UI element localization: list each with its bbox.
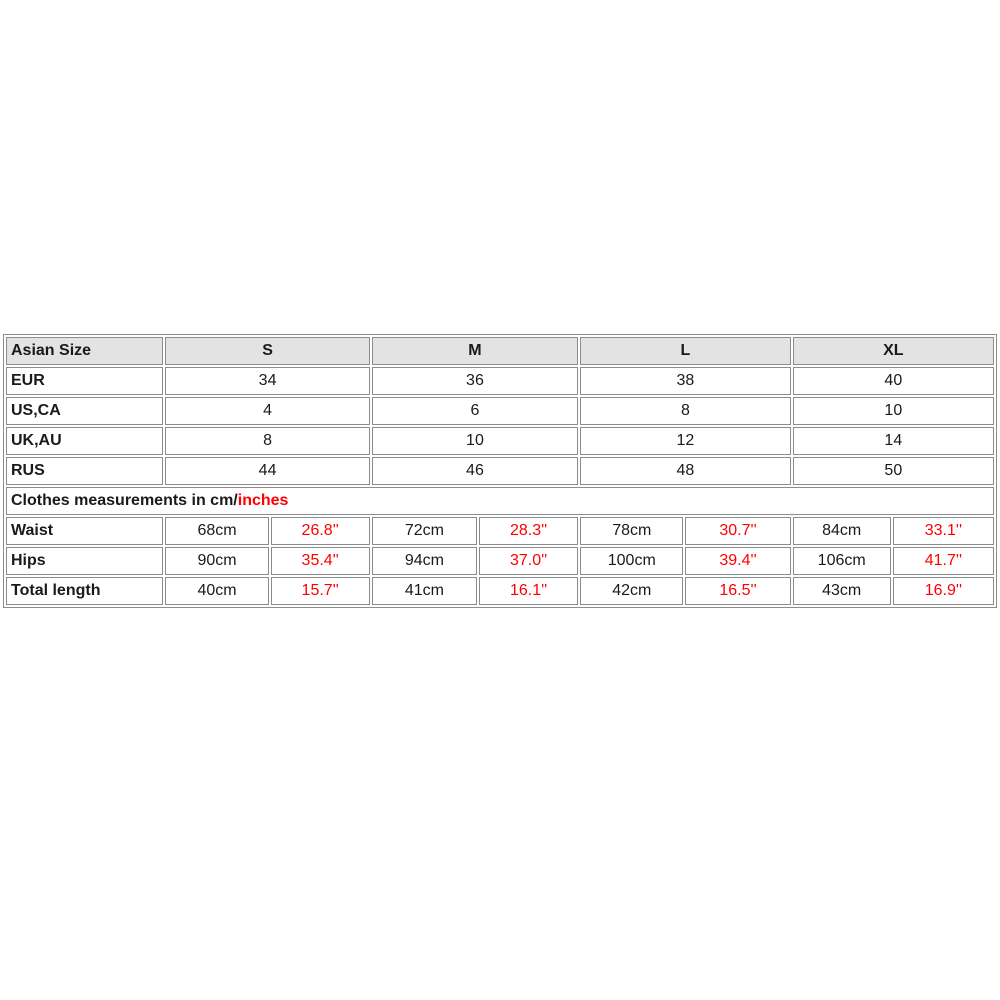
table-cell: 40 — [793, 367, 994, 395]
cm-cell: 90cm — [165, 547, 268, 575]
size-header-m: M — [372, 337, 578, 365]
table-cell: 50 — [793, 457, 994, 485]
inch-cell: 16.9'' — [893, 577, 994, 605]
conversion-row-us-ca — [6, 397, 994, 425]
inch-cell: 33.1'' — [893, 517, 994, 545]
table-cell: 44 — [165, 457, 369, 485]
measurement-row-waist — [6, 517, 994, 545]
conversion-row-uk-au — [6, 427, 994, 455]
row-label: Waist — [6, 517, 163, 545]
table-cell: 38 — [580, 367, 790, 395]
inch-cell: 37.0'' — [479, 547, 578, 575]
table-cell: 34 — [165, 367, 369, 395]
inch-cell: 15.7'' — [271, 577, 370, 605]
cm-cell: 72cm — [372, 517, 477, 545]
table-cell: 8 — [165, 427, 369, 455]
table-cell: 46 — [372, 457, 578, 485]
row-label: Total length — [6, 577, 163, 605]
inch-cell: 41.7'' — [893, 547, 994, 575]
row-label: RUS — [6, 457, 163, 485]
asian-size-label: Asian Size — [6, 337, 163, 365]
cm-cell: 41cm — [372, 577, 477, 605]
inch-cell: 16.5'' — [685, 577, 790, 605]
table-cell: 10 — [372, 427, 578, 455]
row-label: EUR — [6, 367, 163, 395]
cm-cell: 78cm — [580, 517, 683, 545]
table-cell: 48 — [580, 457, 790, 485]
table-cell: 36 — [372, 367, 578, 395]
inch-cell: 35.4'' — [271, 547, 370, 575]
table-cell: 6 — [372, 397, 578, 425]
measurements-section-heading — [6, 487, 994, 515]
table-cell: 12 — [580, 427, 790, 455]
cm-cell: 100cm — [580, 547, 683, 575]
inch-cell: 16.1'' — [479, 577, 578, 605]
inch-cell: 28.3'' — [479, 517, 578, 545]
measurement-row-hips — [6, 547, 994, 575]
inch-cell: 30.7'' — [685, 517, 790, 545]
size-header-s: S — [165, 337, 369, 365]
cm-cell: 68cm — [165, 517, 268, 545]
table-cell: 4 — [165, 397, 369, 425]
table-cell: 8 — [580, 397, 790, 425]
cm-cell: 43cm — [793, 577, 891, 605]
section-heading-inches: inches — [237, 492, 289, 509]
cm-cell: 42cm — [580, 577, 683, 605]
size-header-xl: XL — [793, 337, 994, 365]
conversion-row-rus — [6, 457, 994, 485]
conversion-row-eur — [6, 367, 994, 395]
table-cell: 10 — [793, 397, 994, 425]
row-label: UK,AU — [6, 427, 163, 455]
measurements-section-row — [6, 487, 994, 515]
cm-cell: 94cm — [372, 547, 477, 575]
table-cell: 14 — [793, 427, 994, 455]
cm-cell: 106cm — [793, 547, 891, 575]
inch-cell: 39.4'' — [685, 547, 790, 575]
size-chart-table — [3, 334, 997, 608]
measurement-row-total-length — [6, 577, 994, 605]
row-label: Hips — [6, 547, 163, 575]
size-header-row — [6, 337, 994, 365]
cm-cell: 84cm — [793, 517, 891, 545]
inch-cell: 26.8'' — [271, 517, 370, 545]
size-header-l: L — [580, 337, 790, 365]
row-label: US,CA — [6, 397, 163, 425]
section-heading-prefix: Clothes measurements in cm/ — [11, 492, 238, 509]
cm-cell: 40cm — [165, 577, 268, 605]
